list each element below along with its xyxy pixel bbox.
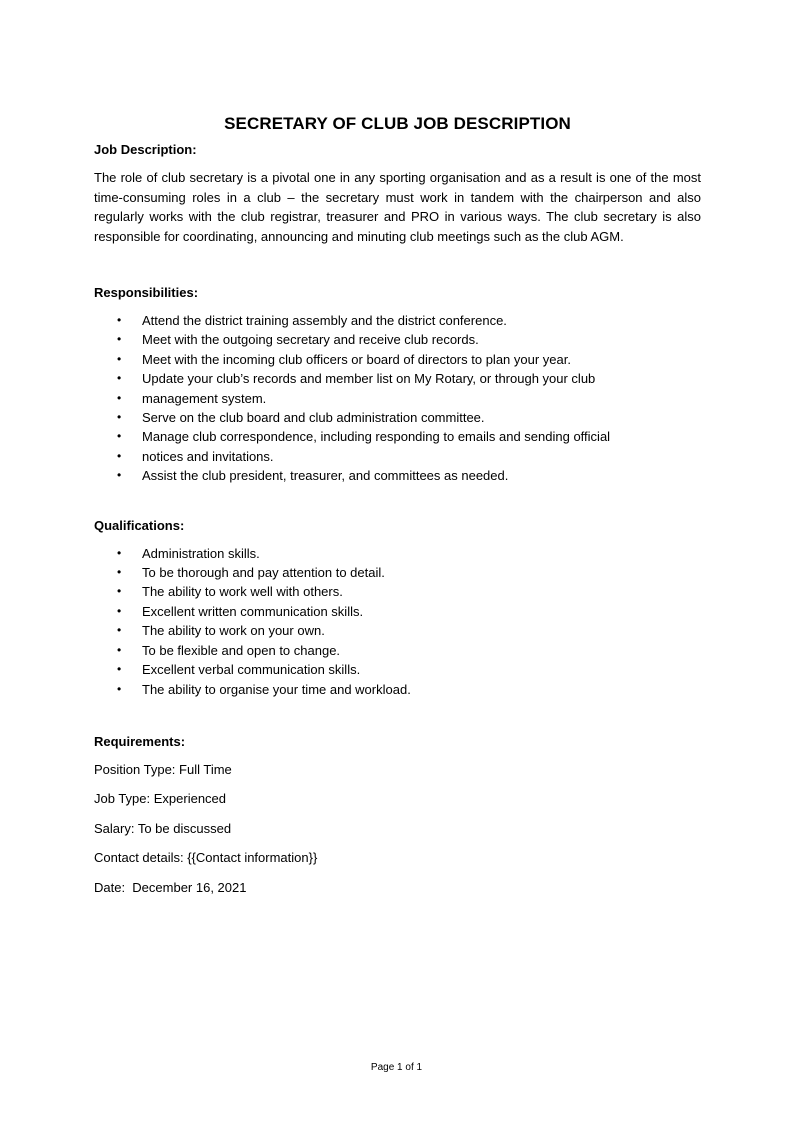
list-item: • To be flexible and open to change. <box>94 641 701 660</box>
bullet-icon: • <box>117 390 122 405</box>
list-item: • Manage club correspondence, including responding to emails and sending official <box>94 427 701 446</box>
responsibilities-list <box>94 311 701 486</box>
list-item: • Update your club’s records and member list on My Rotary, or through your club <box>94 369 701 388</box>
qualifications-list <box>94 544 701 699</box>
responsibilities-heading: Responsibilities: <box>94 285 199 300</box>
qualifications-heading: Qualifications: <box>94 517 185 533</box>
bullet-icon: • <box>117 545 122 560</box>
bullet-icon: • <box>117 468 122 483</box>
list-item: • The ability to organise your time and workload. <box>94 680 701 699</box>
contact-details: Contact details: {{Contact information}} <box>94 850 318 866</box>
list-item: • Meet with the incoming club officers or board of directors to plan your year. <box>94 350 701 369</box>
page-number: Page 1 of 1 <box>370 1062 423 1073</box>
bullet-icon: • <box>117 565 122 580</box>
job-description-text: The role of club secretary is a pivotal one in any sporting organisation and as a result is one of the most time-consuming roles in a club – the secretary must work in tandem with the chairperson and also regularly works with the club registrar, treasurer and PRO in various ways. The club secretary is also responsible for coordinating, announcing and minuting club meetings such as the club AGM. <box>94 170 701 244</box>
list-item: • Attend the district training assembly and the district conference. <box>94 311 701 330</box>
bullet-icon: • <box>117 429 122 444</box>
bullet-icon: • <box>117 351 122 366</box>
bullet-icon: • <box>117 448 122 463</box>
list-item: • management system. <box>94 389 701 408</box>
bullet-icon: • <box>117 681 122 696</box>
bullet-icon: • <box>117 642 122 657</box>
bullet-icon: • <box>117 662 122 677</box>
list-item: • Assist the club president, treasurer, and committees as needed. <box>94 466 701 485</box>
list-item: • Excellent written communication skills. <box>94 602 701 621</box>
job-description-heading: Job Description: <box>94 142 197 157</box>
position-type: Position Type: Full Time <box>94 761 232 777</box>
list-item: • Excellent verbal communication skills. <box>94 660 701 679</box>
list-item: • Meet with the outgoing secretary and receive club records. <box>94 330 701 349</box>
list-item: • The ability to work well with others. <box>94 582 701 601</box>
bullet-icon: • <box>117 410 122 425</box>
bullet-icon: • <box>117 313 122 327</box>
bullet-icon: • <box>117 603 122 618</box>
bullet-icon: • <box>117 332 122 347</box>
list-item: • Serve on the club board and club administration committee. <box>94 408 701 427</box>
document-content <box>94 113 701 907</box>
list-item: • notices and invitations. <box>94 447 701 466</box>
list-item: • To be thorough and pay attention to detail. <box>94 563 701 582</box>
list-item: • Administration skills. <box>94 544 701 563</box>
bullet-icon: • <box>117 371 122 386</box>
list-item: • The ability to work on your own. <box>94 621 701 640</box>
requirements-heading: Requirements: <box>94 733 186 749</box>
bullet-icon: • <box>117 584 122 599</box>
bullet-icon: • <box>117 623 122 638</box>
salary: Salary: To be discussed <box>94 820 232 836</box>
document-title: SECRETARY OF CLUB JOB DESCRIPTION <box>224 114 571 133</box>
job-type: Job Type: Experienced <box>94 791 227 807</box>
date: Date: December 16, 2021 <box>94 879 247 895</box>
